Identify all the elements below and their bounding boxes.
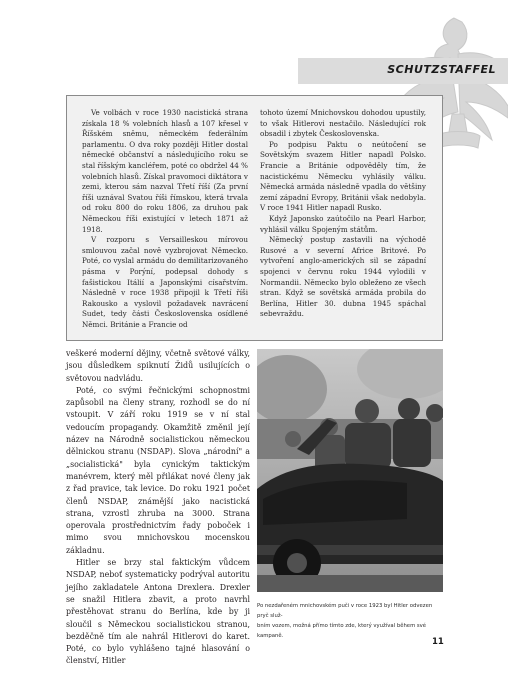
sidebar-paragraph: Když Japonsko zaútočilo na Pearl Harbor, vyhlásil válku Spojeným státům. [260,213,426,234]
photo-caption [257,601,443,641]
body-paragraph: Hitler se brzy stal faktickým vůdcem NSDAP, neboť systematicky podrýval autoritu jejího zakladatele Antona Drexlera. Drexler se snažil Hitlera zbavit, a proto navrhl přestěhovat stranu do Berlína, kde by ji sloučil s Německou socialistickou stranou, bezděčně tím ale nahrál Hitlerovi do karet. Poté, co bylo vyhlášeno tajné hlasování o členství, Hitler [66,558,250,666]
sidebar-paragraph: Německý postup zastavili na východě Rusové a v severní Africe Britové. Po vytvoření anglo-amerických sil se západní spojenci v červnu roku 1944 vylodili v Normandii. Německo bylo obleženo ze všech stran. Když se sovětská armáda probila do Berlína, Hitler 30. dubna 1945 spáchal sebevraždu. [260,235,426,319]
main-body-text [66,348,250,668]
sidebar-right-column [260,108,426,320]
page-number: 11 [432,637,444,647]
section-header-band [298,58,508,84]
body-paragraph: Poté, co svými řečnickými schopnostmi zapůsobil na členy strany, rozhodl se do ní vstoupit. V září roku 1919 se v ní stal vedoucím propagandy. Okamžitě změnil její název na Národně socialistickou německou dělnickou stranu (NSDAP). Slova „národní" a „socialistická" byla cynickým taktickým manévrem, který měl přilákat nové členy jak z řad pravice, tak levice. Do roku 1921 počet členů NSDAP, známější jako nacistická strana, vzrostl zhruba na 3000. Strana operovala prostřednictvím řady poboček i mimo svou mnichovskou mocenskou základnu. [66,385,250,555]
sidebar-paragraph: Po podpisu Paktu o neútočení se Sovětským svazem Hitler napadl Polsko. Francie a Británie odpověděly tím, že nacistickému Německu vyhlásily válku. Německá armáda následně vpadla do většiny zemí západní Evropy, Británii však nedobyla. V roce 1941 Hitler napadl Rusko. [260,139,426,213]
photo-image [257,349,443,592]
sidebar-paragraph: Ve volbách v roce 1930 nacistická strana získala 18 % volebních hlasů a 107 křesel v Říšském sněmu, německém federálním parlamentu. O dva roky později Hitler dostal německé občanství a následujícího roku se stal říšským kancléřem, poté co obdržel 44 % volebních hlasů. Získal pravomoci diktátora v zemi, kterou sám nazval Třetí říší (Za první říši uznával Svatou říši římskou, která trvala od roku 800 do roku 1806, za druhou pak Německou říši existující v letech 1871 až 1918. [82,108,248,234]
caption-line: Po nezdařeném mnichovském puči v roce 1923 byl Hitler odvezen pryč služ- [257,603,433,619]
sidebar-paragraph: V rozporu s Versailleskou mírovou smlouvou začal nově vyzbrojovat Německo. Poté, co vyslal armádu do demilitarizovaného pásma v Porýní, podepsal dohody s fašistickou Itálií a Japonskými císařstvím. Následně v roce 1938 připojil k Třetí říši Rakousko a vyslovil požadavek navrácení Sudet, tedy části Československa osídlené Němci. Británie a Francie od [82,235,248,329]
historical-photo [257,349,443,592]
caption-line: bním vozem, možná přímo tímto zde, který využíval během své kampaně. [257,623,427,639]
section-title: SCHUTZSTAFFEL [387,63,496,76]
body-paragraph: veškeré moderní dějiny, včetně světové války, jsou důsledkem spiknutí Židů usilujících o světovou nadvládu. [66,349,250,383]
sidebar-paragraph: tohoto území Mnichovskou dohodou upustily, to však Hitlerovi nestačilo. Následující rok obsadil i zbytek Československa. [260,108,426,139]
sidebar-left-column [82,108,248,330]
